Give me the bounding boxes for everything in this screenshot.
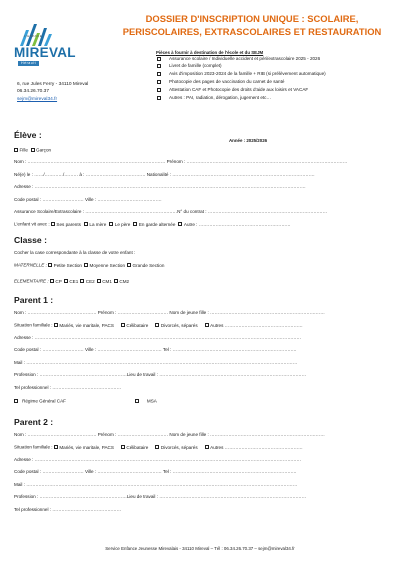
option-label: Moyenne Section [89,262,125,268]
option-checkbox[interactable] [121,445,125,449]
vit-avec-options [51,222,294,227]
option-checkbox[interactable] [84,263,88,267]
option-checkbox[interactable] [178,222,182,226]
option-label: La mère [89,221,107,227]
parent2-cp-field[interactable]: Code postal : ……………………… Ville : …………………………………… Tel : ……………………………………………………………………… [14,469,297,474]
parent1-situation-options [54,323,310,328]
parent1-heading: Parent 1 : [14,295,54,305]
option [121,445,148,450]
piece-checkbox[interactable] [157,72,161,76]
maternelle-row [14,263,166,268]
option-label: Mariés, vie maritale, PACS [59,444,114,450]
logo-top-text: L'ESPACE [24,34,43,38]
option-label: CP [55,278,62,284]
option-checkbox[interactable] [121,323,125,327]
piece-item [157,72,397,77]
option [178,222,290,227]
option [51,222,81,227]
classe-heading: Classe : [14,235,47,245]
classe-instruction: Cocher la case correspondante à la classe de votre enfant : [14,250,136,255]
option-checkbox[interactable] [205,323,209,327]
option [133,222,175,227]
option [84,263,125,268]
option-checkbox[interactable] [114,279,118,283]
regime-msa-row [135,399,157,404]
maternelle-label: MATERNELLE : [14,262,47,268]
option-checkbox[interactable] [54,445,58,449]
piece-item [157,96,397,101]
parent1-nom-field[interactable]: Nom : ……………………………………… Prénom : …………………………… Nom de jeune fille : ………………………………………………………………… [14,310,325,315]
garcon-label: Garçon [36,147,52,153]
elementaire-options [50,279,131,284]
option-label: Le père [114,221,131,227]
piece-label: Assurance scolaire / Individuelle accident et péri/extrascolaire 2025 - 2026 [169,56,321,61]
regime-caf-label: Régime Général CAF [22,398,66,404]
sex-choice [14,148,51,153]
elementaire-label: ELEMENTAIRE : [14,278,49,284]
parent2-mail-field[interactable]: Mail : …………………………………………………………………………………………………………………………………………………………… [14,482,298,487]
option-label: Célibataire [126,444,149,450]
maternelle-options [48,263,166,268]
parent1-mail-field[interactable]: Mail : …………………………………………………………………………………………………………………………………………………………… [14,360,298,365]
option-checkbox[interactable] [50,279,54,283]
parent1-telpro-field[interactable]: Tel professionnel : ……………………………………… [14,385,122,390]
parent1-profession-field[interactable]: Profession : …………………………………………………Lieu de travail : …………………………………………………………………………………… [14,372,307,377]
option [205,445,303,450]
option [114,279,129,284]
option [54,323,114,328]
option [84,222,106,227]
piece-item [157,80,397,85]
option-label: Grande Section [132,262,165,268]
option-label: Célibataire [126,322,149,328]
option-label: CM2 [119,278,130,284]
piece-label: Livret de famille (complet) [169,63,222,68]
option [80,279,94,284]
option-label: Autres …………………………………………… [210,322,303,328]
option-checkbox[interactable] [97,279,101,283]
option [127,263,164,268]
logo [14,24,76,74]
eleve-assurance-field[interactable]: Assurance Scolaire/Extrascolaire : ……………………………………………………N° du contrat : …………………………………………………………………… [14,209,328,214]
piece-checkbox[interactable] [157,57,161,61]
option-label: Divorcés, séparés [160,444,198,450]
piece-item [157,57,397,62]
option-label: Mariés, vie maritale, PACS [59,322,114,328]
piece-item [157,64,397,69]
option [50,279,62,284]
parent2-heading: Parent 2 : [14,417,54,427]
parent1-situation-label: Situation familiale : [14,322,53,328]
piece-item [157,88,397,93]
pieces-title: Pièces à fournir à destination de l'école et du SEJM [156,50,264,55]
option-checkbox[interactable] [84,222,88,226]
piece-checkbox[interactable] [157,80,161,84]
option-label: CM1 [102,278,112,284]
garcon-checkbox[interactable] [31,148,35,152]
piece-checkbox[interactable] [157,88,161,92]
title-line-1: DOSSIER D'INSCRIPTION UNIQUE : SCOLAIRE, [145,13,359,24]
eleve-naissance-field[interactable]: Né(e) le : ……/…………/……… à : ………………………………… Nationalité : ………………………………………………………………………………… [14,172,315,177]
fille-checkbox[interactable] [14,148,18,152]
eleve-heading: Élève : [14,130,42,140]
option-label: Autre : …………………………………………………… [183,221,291,227]
regime-msa-label: MSA [146,398,157,404]
parent2-nom-field[interactable]: Nom : ……………………………………… Prénom : …………………………… Nom de jeune fille : ………………………………………………………………… [14,432,325,437]
option-checkbox[interactable] [64,279,68,283]
eleve-cp-field[interactable]: Code postal : ……………………… Ville : …………………………………… [14,197,162,202]
option [155,445,197,450]
parent1-adresse-field[interactable]: Adresse : ………………………………………………………………………………………………………………………………………………………… [14,335,302,340]
piece-label: Photocopie des pages de vaccination du carnet de santé [169,79,285,84]
address-street: 6, rue Jules Ferry - 34110 Mireval [17,82,89,87]
option [64,279,78,284]
address-email-link[interactable]: sejm@mireval34.fr [17,97,58,102]
option [109,222,130,227]
elementaire-row [14,279,131,284]
regime-msa-checkbox[interactable] [135,399,139,403]
fille-label: Fille [19,147,28,153]
parent2-situation-label: Situation familiale : [14,444,53,450]
address-phone: 06.34.26.70.37 [17,89,50,94]
parent1-situation-row [14,323,310,328]
option-label: Autres …………………………………………… [210,444,303,450]
option-checkbox[interactable] [133,222,137,226]
option [54,445,114,450]
option-checkbox[interactable] [80,279,84,283]
option-label: CE1 [69,278,79,284]
option-label: Petite Section [53,262,82,268]
parent2-adresse-field[interactable]: Adresse : ………………………………………………………………………………………………………………………………………………………… [14,457,302,462]
option-checkbox[interactable] [48,263,52,267]
eleve-adresse-field[interactable]: Adresse : …………………………………………………………………………………………………………………………………………………………… [14,184,306,189]
piece-label: Avis d'imposition 2023-2024 de la famille + RIB (si prélèvement automatique) [169,71,326,76]
option-label: En garde alternée [138,221,176,227]
logo-wordmark: MIREVAL [14,45,76,60]
option-checkbox[interactable] [155,323,159,327]
footer: Service Enfance Jeunesse Mirevalais - 34110 Mireval – Tél : 06.34.26.70.37 – sejm@mireval34.fr [105,546,295,551]
vit-avec-label: L'enfant vit avec : [14,221,50,227]
option [205,323,303,328]
parent2-situation-options [54,445,310,450]
piece-checkbox[interactable] [157,96,161,100]
piece-label: Autres : PAI, radiation, dérogation, jugement etc… [169,95,272,100]
logo-subtitle: Hérault [18,61,39,66]
piece-checkbox[interactable] [157,64,161,68]
option-checkbox[interactable] [109,222,113,226]
eleve-nom-field[interactable]: Nom : ……………………………………………………………………………… Prénom : …………………………………………………………………………………………… [14,159,348,164]
piece-label: Attestation CAF et Photocopie des droits d'aide aux loisirs et VACAF [169,87,309,92]
option-label: CE2 [85,278,95,284]
option [48,263,82,268]
option-label: Divorcés, séparés [160,322,198,328]
regime-row [14,399,66,404]
parent2-telpro-field[interactable]: Tel professionnel : ……………………………………… [14,507,122,512]
regime-caf-checkbox[interactable] [14,399,18,403]
option [97,279,112,284]
option-checkbox[interactable] [127,263,131,267]
parent2-situation-row [14,445,310,450]
option-checkbox[interactable] [54,323,58,327]
option [121,323,148,328]
vit-avec-row [14,222,294,227]
option [155,323,197,328]
title-line-2: PERISCOLAIRES, EXTRASCOLAIRES ET RESTAURATION [122,26,382,37]
option-label: Ses parents [56,221,81,227]
option-checkbox[interactable] [205,445,209,449]
option-checkbox[interactable] [51,222,55,226]
parent1-cp-field[interactable]: Code postal : ……………………… Ville : …………………………………… Tel : ……………………………………………………………………… [14,347,297,352]
parent2-profession-field[interactable]: Profession : …………………………………………………Lieu de travail : …………………………………………………………………………………… [14,494,307,499]
school-year: Année : 2025/2026 [229,138,268,143]
option-checkbox[interactable] [155,445,159,449]
